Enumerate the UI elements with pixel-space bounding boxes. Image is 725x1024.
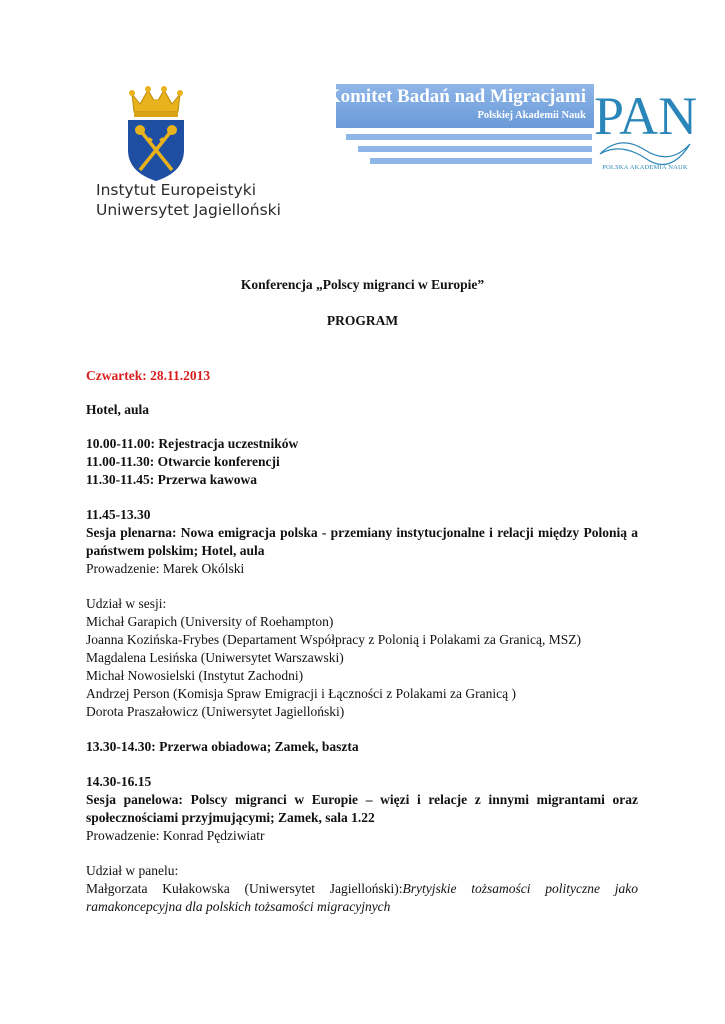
session2-participant-entry (86, 880, 638, 916)
committee-title: Komitet Badań nad Migracjami (325, 86, 586, 107)
conference-title: Konferencja „Polscy migranci w Europie” (240, 277, 485, 292)
participant-item: Andrzej Person (Komisja Spraw Emigracji i Łączności z Polakami za Granicą ) (86, 686, 516, 701)
banner-stripe (358, 146, 592, 152)
session2-title: Sesja panelowa: Polscy migranci w Europie – więzi i relacje z innymi migrantami oraz społecznościami przyjmującymi; Zamek, sala 1.22 (86, 792, 638, 825)
participant-item: Michał Garapich (University of Roehampton) (86, 614, 334, 629)
pan-logo-icon (590, 84, 700, 174)
session1-participants-label: Udział w sesji: (86, 596, 167, 611)
schedule-item: 10.00-11.00: Rejestracja uczestników (86, 436, 299, 451)
banner-stripe (346, 134, 592, 140)
participant-item: Magdalena Lesińska (Uniwersytet Warszawski) (86, 650, 344, 665)
session1-time: 11.45-13.30 (86, 507, 151, 522)
day-heading: Czwartek: 28.11.2013 (86, 368, 211, 383)
lunch-break: 13.30-14.30: Przerwa obiadowa; Zamek, baszta (86, 739, 359, 754)
committee-banner (325, 84, 594, 132)
session2-time: 14.30-16.15 (86, 774, 152, 789)
institute-name (96, 180, 296, 220)
session2-participants-label: Udział w panelu: (86, 863, 179, 878)
participant-topic: Brytyjskie tożsamości polityczne jako ramakoncepcyjna dla polskich tożsamości migracyjnych (86, 881, 638, 914)
institute-line-2: Uniwersytet Jagielloński (96, 201, 281, 219)
venue: Hotel, aula (86, 402, 149, 417)
participant-name: Małgorzata Kułakowska (Uniwersytet Jagielloński): (86, 881, 403, 896)
pan-caption: POLSKA AKADEMIA NAUK (602, 164, 688, 171)
session1-chair: Prowadzenie: Marek Okólski (86, 561, 245, 576)
committee-subtitle: Polskiej Akademii Nauk (477, 110, 586, 121)
schedule-item: 11.00-11.30: Otwarcie konferencji (86, 454, 280, 469)
program-heading: PROGRAM (326, 313, 399, 328)
institute-line-1: Instytut Europeistyki (96, 181, 257, 199)
session2-chair: Prowadzenie: Konrad Pędziwiatr (86, 828, 265, 843)
session1-title: Sesja plenarna: Nowa emigracja polska - przemiany instytucjonalne i relacji między Polonią a państwem polskim; Hotel, aula (86, 525, 638, 558)
participant-item: Joanna Kozińska-Frybes (Departament Współpracy z Polonią i Polakami za Granicą, MSZ) (86, 632, 581, 647)
university-crest-icon (126, 86, 186, 182)
schedule-item: 11.30-11.45: Przerwa kawowa (86, 472, 257, 487)
participant-item: Dorota Praszałowicz (Uniwersytet Jagielloński) (86, 704, 345, 719)
pan-logo-text: PAN (594, 86, 698, 146)
participant-item: Michał Nowosielski (Instytut Zachodni) (86, 668, 304, 683)
banner-stripe (370, 158, 592, 164)
